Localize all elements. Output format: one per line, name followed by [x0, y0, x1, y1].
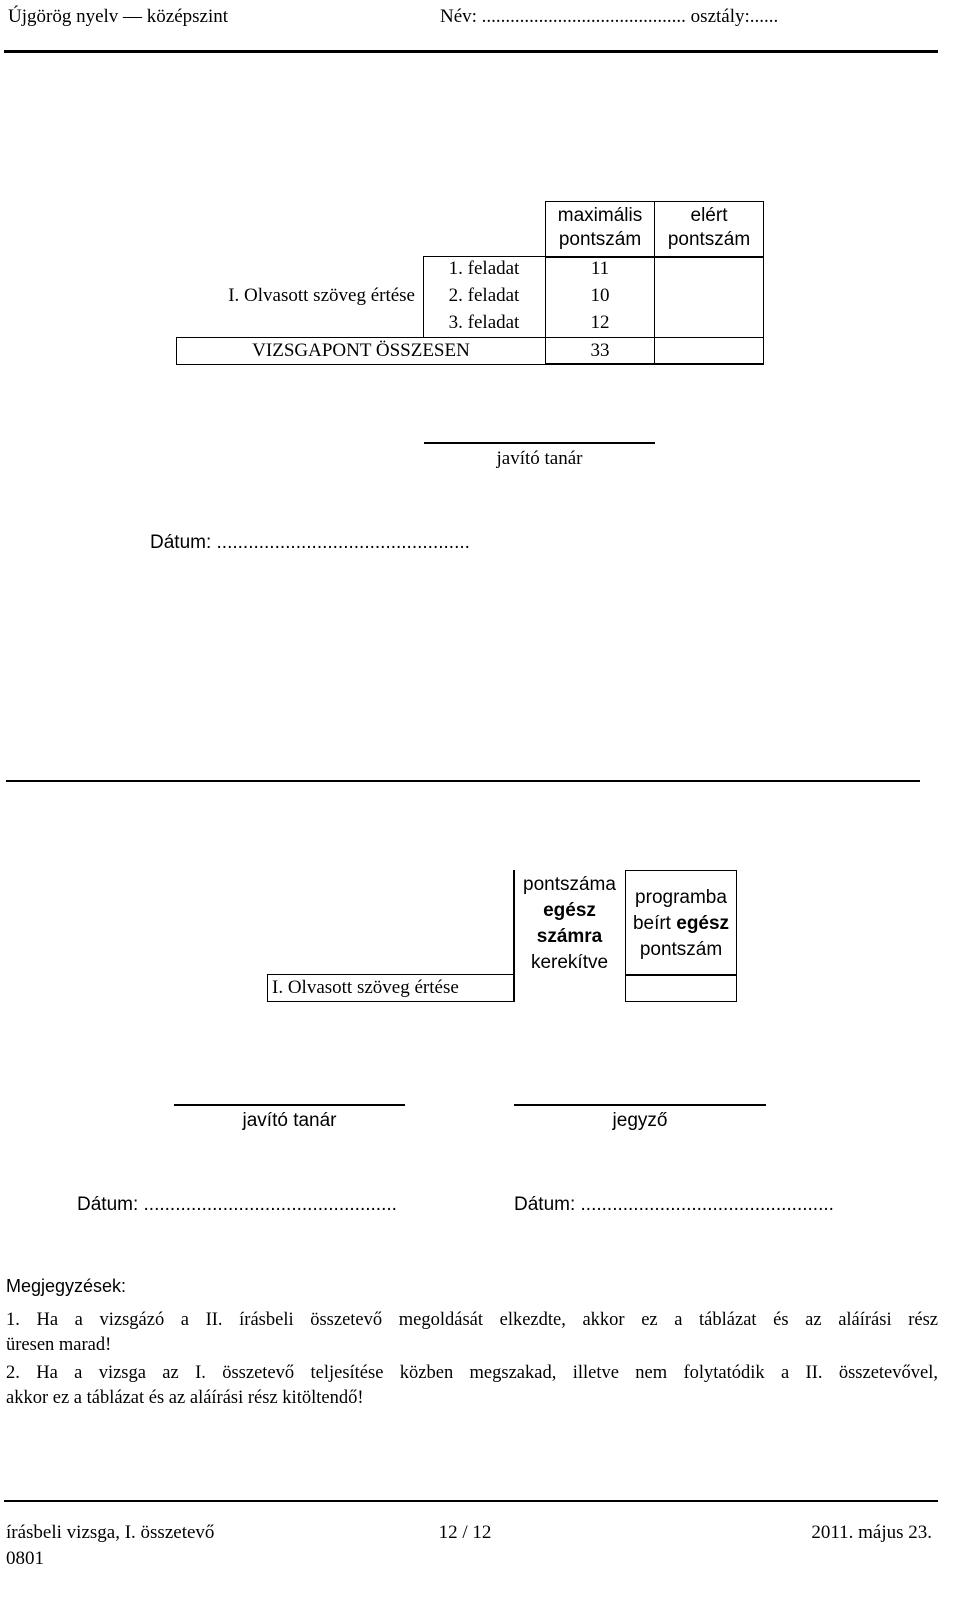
notes-heading: Megjegyzések: — [6, 1276, 127, 1296]
score-table-section-label: I. Olvasott szöveg értése — [228, 285, 415, 306]
entry-table-col2-header: programba beírt egész pontszám — [632, 887, 730, 960]
teacher-signature-line — [424, 442, 655, 444]
footer-date: 2011. május 23. — [811, 1522, 932, 1543]
header-rule — [4, 50, 938, 53]
entry-table-header-divider — [625, 974, 737, 976]
header-subject: Újgörög nyelv — középszint — [8, 6, 229, 27]
entry-table-row-label: I. Olvasott szöveg értése — [272, 977, 459, 998]
task-label: 3. feladat — [448, 312, 520, 333]
total-label: VIZSGAPONT ÖSSZESEN — [252, 340, 470, 361]
teacher-signature-line — [174, 1104, 405, 1106]
teacher-signature-label: javító tanár — [496, 448, 583, 469]
section-divider — [6, 780, 920, 782]
note-line: 2. Ha a vizsga az I. összetevő teljesítése közben megszakad, illetve nem folytatódik a II. összetevővel, — [6, 1363, 938, 1383]
teacher-signature-label: javító tanár — [242, 1110, 337, 1131]
entry-table-col1-header: pontszáma egész számra kerekítve — [523, 874, 616, 973]
date-field: Dátum: ................................................ — [514, 1194, 834, 1215]
score-table-col-max-label: maximális pontszám — [557, 205, 643, 250]
task-max-score: 11 — [590, 258, 610, 279]
footer-code: 0801 — [6, 1548, 44, 1569]
task-max-score: 10 — [590, 285, 610, 306]
footer-left: írásbeli vizsga, I. összetevő — [6, 1522, 215, 1543]
note-line: üresen marad! — [6, 1335, 112, 1355]
score-table-col-achieved-label: elért pontszám — [667, 205, 751, 250]
task-max-score: 12 — [590, 312, 610, 333]
header-name-field: Név: ........................................... osztály:...... — [440, 6, 779, 27]
recorder-signature-line — [514, 1104, 766, 1106]
total-max-score: 33 — [590, 340, 610, 361]
footer-rule — [4, 1500, 938, 1502]
note-line: 1. Ha a vizsgázó a II. írásbeli összetevő megoldását elkezdte, akkor ez a táblázat és az aláírási rész — [6, 1310, 938, 1330]
date-field: Dátum: ................................................ — [77, 1194, 397, 1215]
footer-page-number: 12 / 12 — [438, 1522, 492, 1543]
recorder-signature-label: jegyző — [612, 1110, 668, 1131]
date-field: Dátum: ................................................ — [150, 532, 470, 553]
task-label: 1. feladat — [448, 258, 520, 279]
task-label: 2. feladat — [448, 285, 520, 306]
note-line: akkor ez a táblázat és az aláírási rész kitöltendő! — [6, 1388, 364, 1408]
